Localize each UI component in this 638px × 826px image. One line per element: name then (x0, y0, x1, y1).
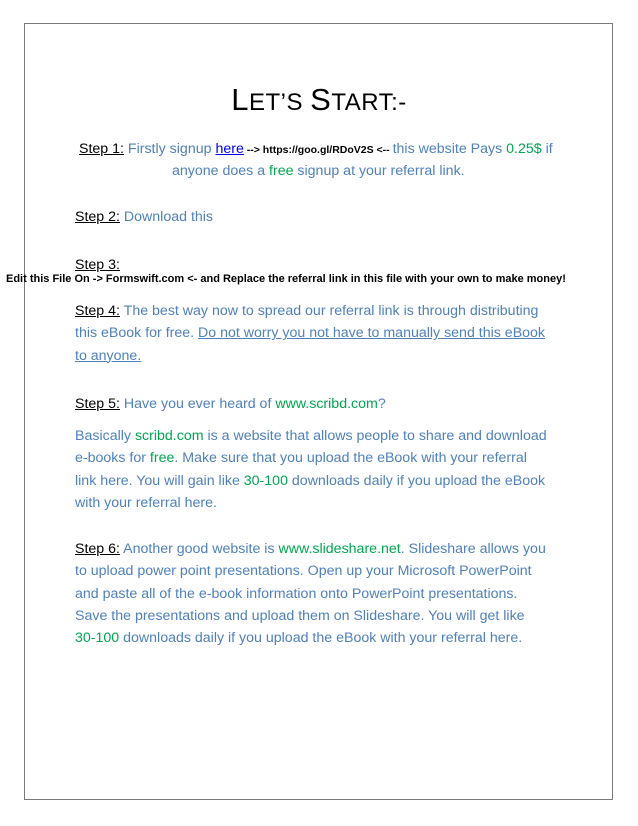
step1-label: Step 1: (79, 141, 124, 157)
step2-label: Step 2: (75, 209, 120, 225)
step2-line: Step 2: Download this (75, 209, 214, 225)
step3-label: Step 3: (75, 257, 120, 273)
edit-file-overlay: Edit this File On -> Formswift.com <- and Replace the referral link in this file with your own to make money! (6, 273, 566, 285)
slideshare-link[interactable]: www.slideshare.net (278, 541, 401, 557)
step1-line1: Step 1: Firstly signup here --> https://goo.gl/RDoV2S <-- this website Pays 0.25$ if (79, 141, 553, 157)
step6-paragraph: Step 6: Another good website is www.slideshare.net. Slideshare allows you to upload power point presentations. Open up your Microsoft PowerPoint and paste all of the e-book information onto PowerPoint presentations. Save the presentations and upload them on Slideshare. You will get like 30-100 downloads daily if you upload the eBook with your referral here. (75, 541, 546, 647)
step4-paragraph: Step 4: The best way now to spread our referral link is through distributing this eBook for free. Do not worry you not have to manually send this eBook to anyone. (75, 303, 546, 364)
page-title: LET’S START:- (231, 82, 407, 117)
referral-url-overlay: --> https://goo.gl/RDoV2S <-- (243, 144, 393, 156)
step5-paragraph: Basically scribd.com is a website that allows people to share and download e-books for free. Make sure that you upload the eBook with your referral link here. You will gain like 30-100 downloads daily if you upload the eBook with your referral here. (75, 428, 547, 511)
step5-label: Step 5: (75, 396, 120, 412)
step4-label: Step 4: (75, 303, 120, 319)
step1-line2: anyone does a free signup at your referral link. (172, 163, 465, 179)
signup-here-link[interactable]: here (215, 141, 244, 157)
scribd-link[interactable]: www.scribd.com (275, 396, 378, 412)
step5-question: Step 5: Have you ever heard of www.scribd.com? (75, 396, 386, 412)
step6-label: Step 6: (75, 541, 120, 557)
